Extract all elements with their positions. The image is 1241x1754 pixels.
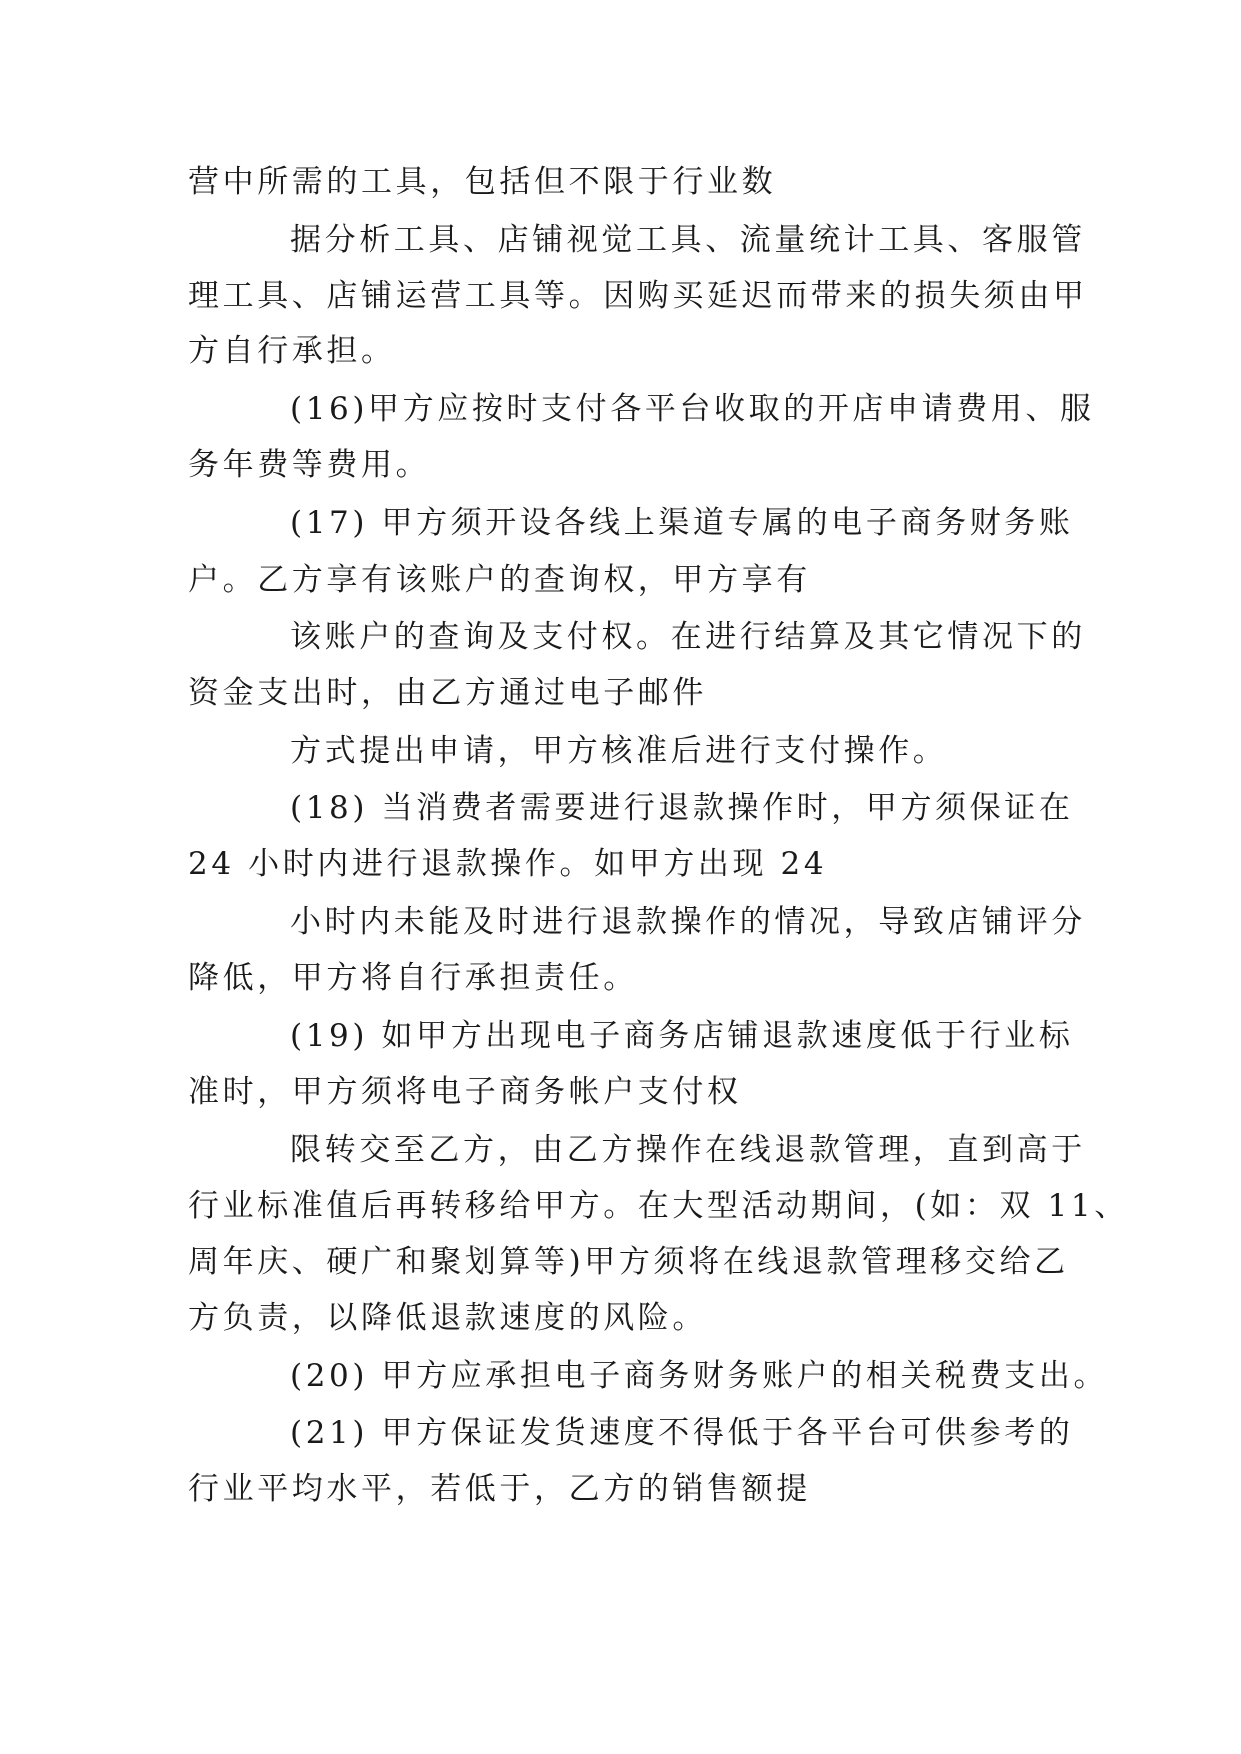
text-line: 据分析工具、店铺视觉工具、流量统计工具、客服管 [290,222,1086,258]
text-line: 限转交至乙方，由乙方操作在线退款管理，直到高于 [290,1132,1086,1168]
text-line: 行业平均水平，若低于，乙方的销售额提 [188,1471,811,1507]
text-line: (21) 甲方保证发货速度不得低于各平台可供参考的 [290,1415,1074,1451]
text-line: 降低，甲方将自行承担责任。 [188,960,638,996]
text-line: 方负责，以降低退款速度的风险。 [188,1300,707,1336]
text-line: (16)甲方应按时支付各平台收取的开店申请费用、服 [290,391,1095,427]
text-line: 方式提出申请，甲方核准后进行支付操作。 [290,733,948,769]
text-line: (20) 甲方应承担电子商务财务账户的相关税费支出。 [290,1358,1109,1394]
text-line: 24 小时内进行退款操作。如甲方出现 24 [188,846,828,882]
text-line: 周年庆、硬广和聚划算等)甲方须将在线退款管理移交给乙 [188,1244,1069,1280]
text-line: 该账户的查询及支付权。在进行结算及其它情况下的 [290,619,1086,655]
text-line: 务年费等费用。 [188,447,431,483]
text-line: (17) 甲方须开设各线上渠道专属的电子商务财务账 [290,505,1074,541]
text-line: 方自行承担。 [188,333,396,369]
text-line: 营中所需的工具，包括但不限于行业数 [188,164,777,200]
text-line: 户。乙方享有该账户的查询权，甲方享有 [188,562,811,598]
text-line: 资金支出时，由乙方通过电子邮件 [188,675,707,711]
text-line: 行业标准值后再转移给甲方。在大型活动期间，(如：双 11、 [188,1188,1129,1224]
text-line: (19) 如甲方出现电子商务店铺退款速度低于行业标 [290,1018,1074,1054]
text-line: (18) 当消费者需要进行退款操作时，甲方须保证在 [290,790,1074,826]
text-line: 理工具、店铺运营工具等。因购买延迟而带来的损失须由甲 [188,278,1088,314]
text-line: 小时内未能及时进行退款操作的情况，导致店铺评分 [290,904,1086,940]
text-line: 准时，甲方须将电子商务帐户支付权 [188,1074,742,1110]
